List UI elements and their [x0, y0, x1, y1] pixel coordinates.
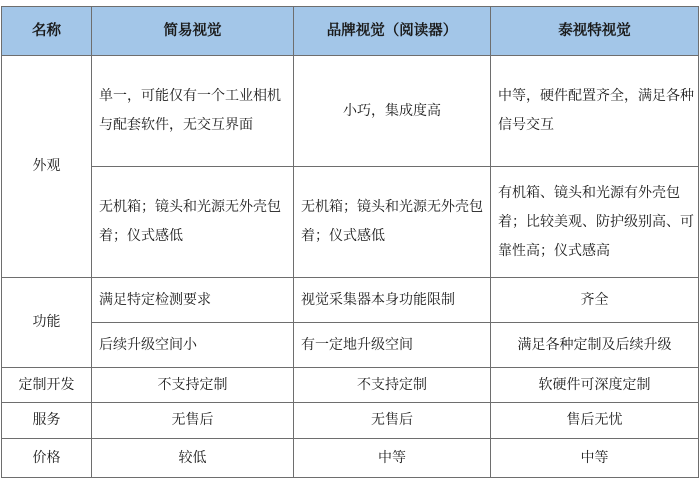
- table-cell: 不支持定制: [294, 368, 491, 403]
- table-cell: 中等，硬件配置齐全，满足各种信号交互: [491, 56, 699, 167]
- row-label-function: 功能: [2, 278, 92, 368]
- row-label-service: 服务: [2, 403, 92, 439]
- table-cell: 售后无忧: [491, 403, 699, 439]
- table-cell: 单一，可能仅有一个工业相机与配套软件，无交互界面: [92, 56, 294, 167]
- table-row: [2, 368, 699, 403]
- table-cell: 齐全: [491, 278, 699, 323]
- table-cell: 小巧，集成度高: [294, 56, 491, 167]
- table-cell: 较低: [92, 439, 294, 478]
- header-taishite-vision: 泰视特视觉: [491, 7, 699, 56]
- table-cell: 不支持定制: [92, 368, 294, 403]
- table-cell: 中等: [294, 439, 491, 478]
- table-row: [2, 167, 699, 278]
- table-cell: 满足各种定制及后续升级: [491, 323, 699, 368]
- table-row: [2, 278, 699, 323]
- table-cell: 无售后: [92, 403, 294, 439]
- table-cell: 有一定地升级空间: [294, 323, 491, 368]
- table-row: [2, 323, 699, 368]
- table-cell: 视觉采集器本身功能限制: [294, 278, 491, 323]
- table-cell: 有机箱、镜头和光源有外壳包着；比较美观、防护级别高、可靠性高；仪式感高: [491, 167, 699, 278]
- row-label-price: 价格: [2, 439, 92, 478]
- header-simple-vision: 简易视觉: [92, 7, 294, 56]
- table-row: [2, 403, 699, 439]
- row-label-appearance: 外观: [2, 56, 92, 278]
- table-row: [2, 56, 699, 167]
- table-cell: 中等: [491, 439, 699, 478]
- table-row: [2, 439, 699, 478]
- row-label-custom-dev: 定制开发: [2, 368, 92, 403]
- table-cell: 软硬件可深度定制: [491, 368, 699, 403]
- table-cell: 后续升级空间小: [92, 323, 294, 368]
- table-cell: 无机箱；镜头和光源无外壳包着；仪式感低: [294, 167, 491, 278]
- table-cell: 无售后: [294, 403, 491, 439]
- header-brand-vision: 品牌视觉（阅读器）: [294, 7, 491, 56]
- comparison-table: [1, 6, 699, 478]
- header-name: 名称: [2, 7, 92, 56]
- table-cell: 满足特定检测要求: [92, 278, 294, 323]
- table-cell: 无机箱；镜头和光源无外壳包着；仪式感低: [92, 167, 294, 278]
- header-row: [2, 7, 699, 56]
